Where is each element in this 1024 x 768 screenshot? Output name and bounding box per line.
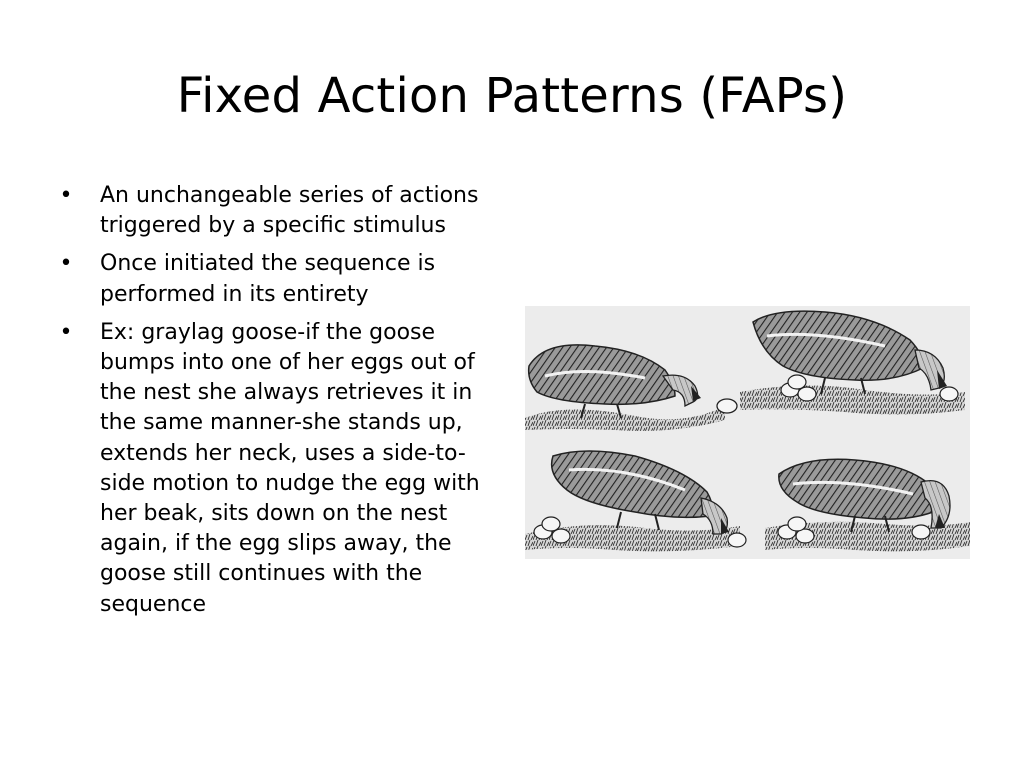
slide-title: Fixed Action Patterns (FAPs) bbox=[176, 68, 848, 124]
goose-illustration bbox=[525, 306, 970, 559]
bullet-item-entirety bbox=[56, 249, 496, 309]
bullet-list bbox=[56, 181, 496, 628]
bullet-item-example bbox=[56, 318, 496, 620]
bullet-dot-icon: • bbox=[59, 251, 73, 277]
bullet-dot-icon: • bbox=[59, 319, 73, 345]
bullet-text: An unchangeable series of actions triggered by a specific stimulus bbox=[100, 183, 479, 239]
goose-illustration-icon bbox=[525, 306, 970, 559]
bullet-dot-icon: • bbox=[59, 183, 73, 208]
bullet-text: Once initiated the sequence is performed in its entirety bbox=[100, 251, 436, 307]
bullet-text: Ex: graylag goose-if the goose bumps into one of her eggs out of the nest she always retrieves it in the same manner-she stands up, extends her neck, uses a side-to-side motion to nudge the egg with her beak, sits down on the nest again, if the egg slips away, the goose still continues with the sequence bbox=[100, 319, 480, 617]
bullet-item-definition bbox=[56, 181, 496, 241]
